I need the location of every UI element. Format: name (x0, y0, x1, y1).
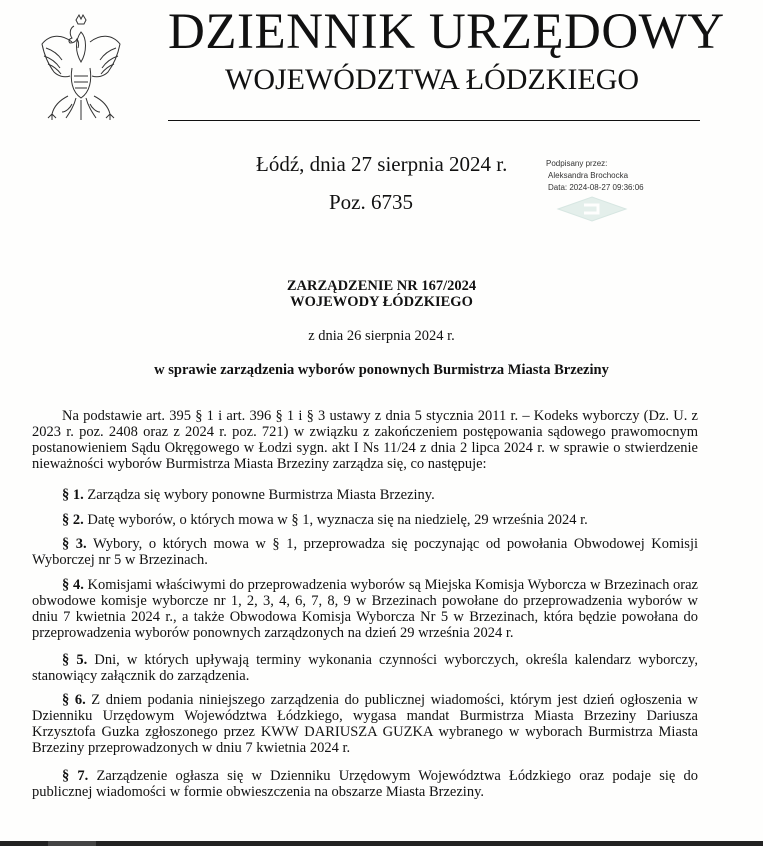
signature-date: Data: 2024-08-27 09:36:06 (548, 183, 644, 192)
paragraph-text: Zarządza się wybory ponowne Burmistrza Miasta Brzeziny. (83, 487, 435, 503)
paragraph-4 (32, 577, 698, 641)
signature-stamp-icon (554, 196, 630, 222)
paragraph-text: Datę wyborów, o których mowa w § 1, wyznacza się na niedzielę, 29 września 2024 r. (83, 512, 588, 528)
decree-subject: w sprawie zarządzenia wyborów ponownych Burmistrza Miasta Brzeziny (154, 362, 609, 378)
paragraph-7 (32, 768, 698, 800)
masthead-divider (168, 120, 700, 121)
signature-label: Podpisany przez: (546, 159, 608, 168)
paragraph-number: § 2. (62, 512, 84, 528)
paragraph-number: § 4. (62, 577, 84, 593)
journal-title: DZIENNIK URZĘDOWY (168, 4, 725, 60)
polish-eagle-emblem-icon (38, 12, 124, 127)
paragraph-number: § 7. (62, 768, 89, 784)
digital-signature (546, 158, 644, 194)
signature-signer: Aleksandra Brochocka (548, 171, 629, 180)
paragraph-text: Komisjami właściwymi do przeprowadzenia wyborów są Miejska Komisja Wyborcza w Brzezinach oraz obwodowe komisje wyborcze nr 1, 2, 3, 4, 6, 7, 8, 9 w Brzezinach powołane do przeprowadzenia wyborów w dniu 7 kwietnia 2024 r., a także Obwodowa Komisja Wyborcza Nr 5 w Brzezinach, która będzie powołana do przeprowadzenia wyborów ponownych zarządzonych na dzień 29 września 2024 r. (32, 577, 698, 641)
paragraph-text: Z dniem podania niniejszego zarządzenia do publicznej wiadomości, którym jest dzień ogłoszenia w Dzienniku Urzędowym Województwa Łódzkiego, wygasa mandat Burmistrza Miasta Brzeziny Dariusza Krzysztofa Guzka zgłoszonego przez KWW DARIUSZA GUZKA wybranego w wyborach Burmistrza Miasta Brzeziny przeprowadzonych w dniu 7 kwietnia 2024 r. (32, 692, 699, 756)
issue-place-date: Łódź, dnia 27 sierpnia 2024 r. (256, 152, 508, 176)
paragraph-number: § 6. (62, 692, 86, 708)
paragraph-number: § 5. (62, 652, 88, 668)
paragraph-6 (32, 692, 698, 756)
paragraph-text: Zarządzenie ogłasza się w Dzienniku Urzędowym Województwa Łódzkiego oraz podaje się do publicznej wiadomości w formie obwieszczenia na obszarze Miasta Brzeziny. (32, 768, 698, 800)
paragraph-3 (32, 536, 698, 568)
scrollbar-thumb[interactable] (48, 841, 96, 846)
decree-date: z dnia 26 sierpnia 2024 r. (308, 328, 455, 344)
paragraph-text: Dni, w których upływają terminy wykonania czynności wyborczych, określa kalendarz wyborczy, stanowiący załącznik do zarządzenia. (32, 652, 698, 684)
paragraph-1 (32, 487, 698, 503)
journal-subtitle: WOJEWÓDZTWA ŁÓDZKIEGO (225, 63, 640, 96)
paragraph-text: Wybory, o których mowa w § 1, przeprowadza się poczynając od powołania Obwodowej Komisji Wyborczej nr 5 w Brzezinach. (32, 536, 698, 568)
preamble-text: Na podstawie art. 395 § 1 i art. 396 § 1 i § 3 ustawy z dnia 5 stycznia 2011 r. – Kodeks wyborczy (Dz. U. z 2023 r. poz. 2408 oraz z 2024 r. poz. 721) w związku z zakończeniem postępowania sądowego prawomocnym postanowieniem Sądu Okręgowego w Łodzi sygn. akt I Ns 11/24 z dnia 2 lipca 2024 r. w sprawie o stwierdzenie nieważności wyborów Burmistrza Miasta Brzeziny zarządza się, co następuje: (32, 408, 698, 472)
paragraph-2 (32, 512, 698, 528)
decree-issuer: WOJEWODY ŁÓDZKIEGO (290, 294, 473, 310)
paragraph-number: § 1. (62, 487, 84, 503)
paragraph-number: § 3. (62, 536, 87, 552)
decree-title: ZARZĄDZENIE NR 167/2024 (286, 278, 477, 294)
decree-preamble (32, 408, 698, 472)
paragraph-5 (32, 652, 698, 684)
horizontal-scrollbar[interactable] (0, 841, 763, 846)
issue-position: Poz. 6735 (329, 190, 413, 214)
